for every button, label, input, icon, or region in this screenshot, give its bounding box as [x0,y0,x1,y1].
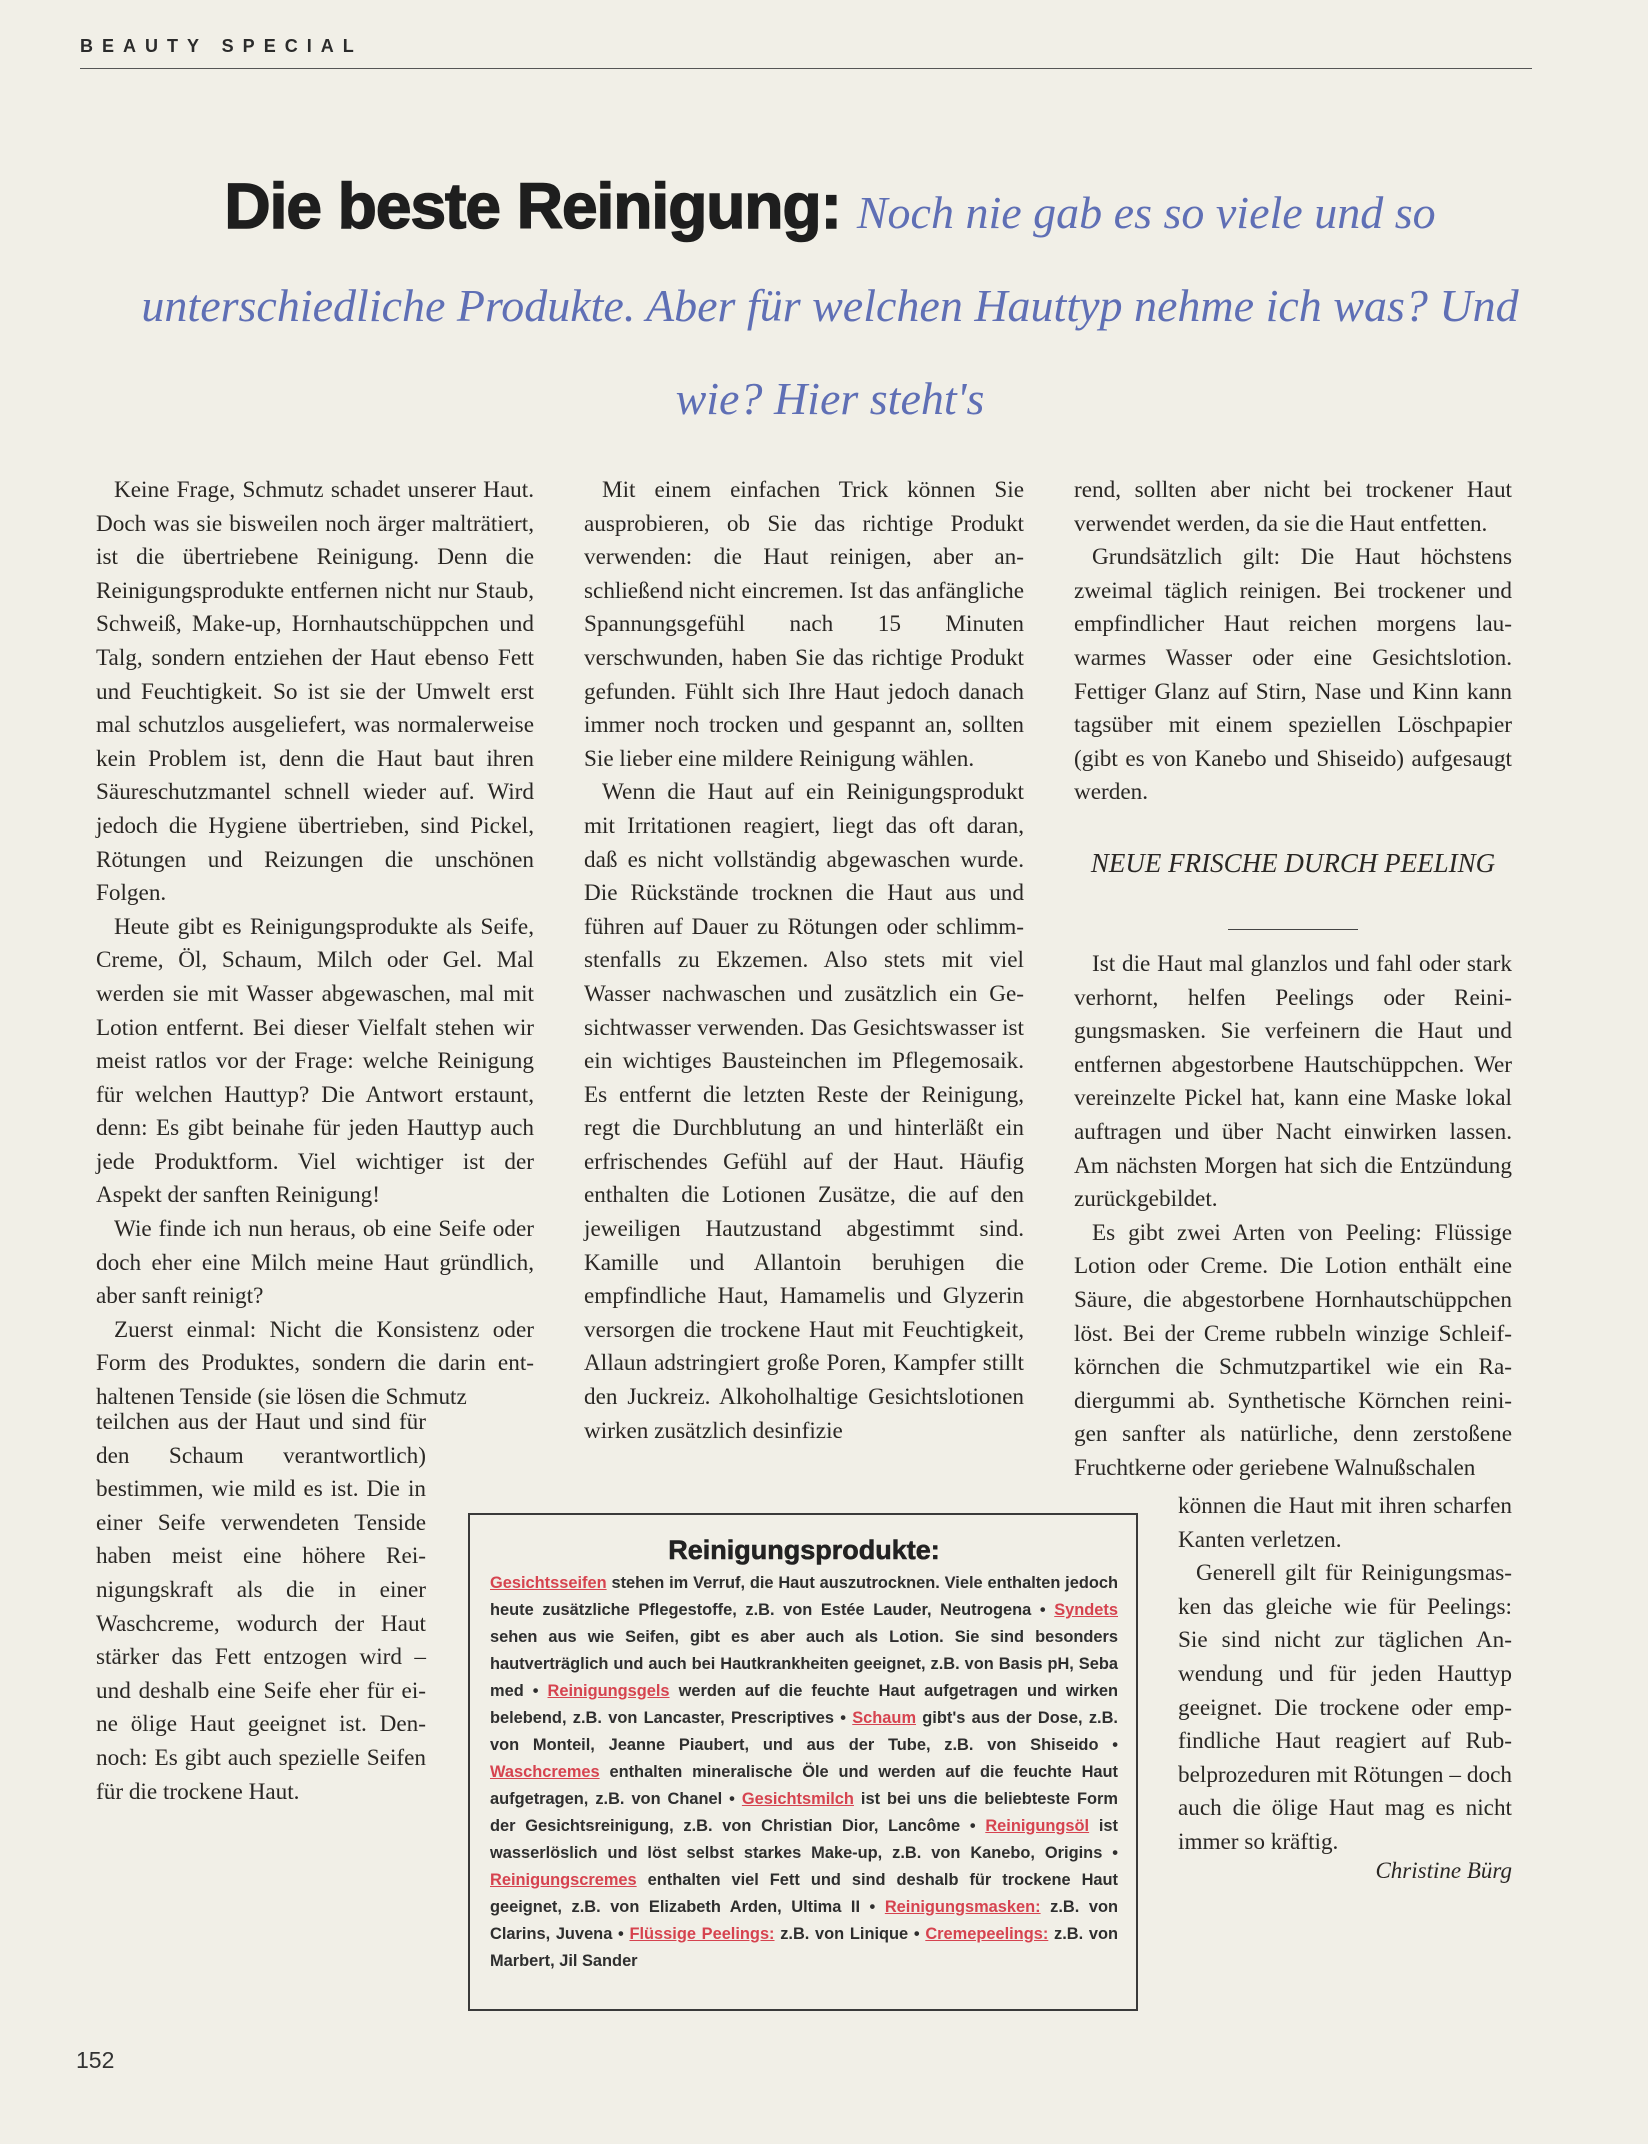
paragraph: Keine Frage, Schmutz schadet unserer Haut. Doch was sie bisweilen noch ärger malträtiert, ist die übertriebene Reinigung. Denn die Reinigungsprodukte entfernen nicht nur Staub, Schweiß, Make-up, Hornhautschüppchen und Talg, sondern entziehen der Haut ebenso Fett und Feuchtigkeit. So ist sie der Umwelt erst mal schutzlos ausgeliefert, was normalerweise kein Problem ist, denn die Haut baut ihren Säureschutzmantel schnell wieder auf. Wird jedoch die Hygiene übertrieben, sind Pickel, Rötungen und Reizungen die unschönen Folgen. [96,477,534,907]
sidebar-term-description: z.B. von Marbert, Jil Sander [490,1925,1118,1970]
paragraph: Heute gibt es Reinigungsprodukte als Seife, Creme, Öl, Schaum, Milch oder Gel. Mal werden sie mit Wasser abgewaschen, mal mit Lotion entfernt. Bei dieser Vielfalt stehen wir meist ratlos vor der Frage: welche Reinigung für welchen Hauttyp? Die Antwort erstaunt, denn: Es gibt beinahe für jeden Hauttyp auch jede Produktform. Viel wichtiger ist der Aspekt der sanften Reinigung! [96,913,534,1209]
paragraph: Wenn die Haut auf ein Reinigungsprodukt mit Irritationen reagiert, liegt das oft daran, daß es nicht vollständig abgewaschen wurde. Die Rückstände trocknen die Haut aus und führen auf Dauer zu Rötungen oder schlimmstenfalls zu Ekzemen. Also stets mit viel Wasser nachwaschen und zusätzlich ein Gesichtwasser verwenden. Das Gesichtswasser ist ein wichtiges Bausteinchen im Pflegemosaik. Es entfernt die letzten Reste der Reinigung, regt die Durchblutung an und hinterläßt ein erfrischendes Gefühl auf der Haut. Häufig enthalten die Lotionen Zusätze, die auf den jeweiligen Hautzustand abgestimmt sind. Kamille und Allantoin beruhigen die empfindliche Haut, Hamamelis und Glyzerin versorgen die trockene Haut mit Feuchtigkeit, Allaun adstringiert große Poren, Kampfer stillt den Juckreiz. Alkoholhaltige Gesichtslotionen wirken zusätzlich desinfizie [584,779,1024,1444]
bullet-separator: • [1098,1736,1118,1754]
sidebar-term-description: ist wasserlöslich und löst selbst starkes Make-up, z.B. von Kanebo, Origins [490,1817,1118,1862]
sidebar-term-description: gibt's aus der Dose, z.B. von Monteil, Jeanne Piaubert, und aus der Tube, z.B. von Shiseido [490,1709,1118,1754]
sidebar-body [490,1570,1118,1975]
sidebar-term: Cremepeelings: [925,1925,1049,1943]
author-signature: Christine Bürg [1375,1858,1512,1883]
bullet-separator: • [908,1925,926,1943]
paragraph: Wie finde ich nun heraus, ob eine Seife oder doch eher eine Milch meine Haut gründlich, aber sanft reinigt? [96,1216,534,1310]
bullet-separator: • [1031,1601,1055,1619]
bullet-separator: • [523,1682,548,1700]
section-label: BEAUTY SPECIAL [80,36,363,56]
article-column-1 [96,474,534,1415]
bullet-separator: • [833,1709,853,1727]
sidebar-term: Gesichtsmilch [741,1790,854,1808]
page-number: 152 [76,2047,115,2073]
paragraph: können die Haut mit ihren scharfen Kanten verletzen. [1178,1493,1512,1553]
header-rule [80,68,1532,69]
article-column-3-peeling [1074,948,1512,1486]
sidebar-term-description: stehen im Verruf, die Haut auszutrocknen. Viele enthalten jedoch heute zusätzliche Pflegestoffe, z.B. von Estée Lauder, Neutrogena [490,1574,1118,1619]
paragraph: Ist die Haut mal glanzlos und fahl oder stark verhornt, helfen Peelings oder Reinigungsmasken. Sie verfeinern die Haut und entfernen abgestorbene Hautschüppchen. Wer vereinzelte Pickel hat, kann eine Maske lokal auftragen und über Nacht einwirken lassen. Am nächsten Morgen hat sich die Entzündung zurückgebildet. [1074,951,1512,1213]
bullet-separator: • [860,1898,885,1916]
sidebar-term: Reinigungsmasken: [884,1898,1041,1916]
article-column-3-continued [1178,1490,1512,1860]
sidebar-box [468,1513,1138,2011]
sidebar-term: Schaum [852,1709,917,1727]
sidebar-term-description: werden auf die feuchte Haut aufgetragen und wirken belebend, z.B. von Lancaster, Prescriptives [490,1682,1118,1727]
article-column-1-continued [96,1406,426,1809]
sidebar-term: Flüssige Peelings: [629,1925,775,1943]
subheading-rule [1228,929,1358,930]
sidebar-term: Reinigungsöl [985,1817,1090,1835]
article-column-2 [584,474,1024,1448]
sidebar-term: Reinigungscremes [490,1871,637,1889]
headline-title: Die beste Reinigung: [224,170,841,242]
subheading: NEUE FRISCHE DURCH PEELING [1090,848,1496,878]
paragraph: Es gibt zwei Arten von Peeling: Flüssige Lotion oder Creme. Die Lotion enthält eine Säure, die abgestorbene Hornhautschüppchen löst. Bei der Creme rubbeln winzige Schleifkörnchen die Schmutzpartikel wie ein Radiergummi ab. Synthetische Körnchen reinigen sanfter als natürliche, denn zerstoßene Fruchtkerne oder geriebene Walnußschalen [1074,1219,1512,1481]
paragraph: Zuerst einmal: Nicht die Konsistenz oder Form des Produktes, sondern die darin enthaltenen Tenside (sie lösen die Schmutz [96,1316,534,1411]
sidebar-term-description: ist bei uns die beliebteste Form der Gesichtsreinigung, z.B. von Christian Dior, Lancôme [490,1790,1118,1835]
sidebar-term: Waschcremes [490,1763,600,1781]
paragraph: rend, sollten aber nicht bei trockener Haut verwendet werden, da sie die Haut entfetten. [1074,477,1512,537]
sidebar-term: Syndets [1054,1601,1118,1619]
bullet-separator: • [960,1817,986,1835]
paragraph: teilchen aus der Haut und sind für den Schaum verantwortlich) bestimmen, wie mild es ist. Die in einer Seife verwendeten Tenside haben meist eine höhere Reinigungskraft als die in einer Waschcreme, wodurch der Haut stärker das Fett entzogen wird – und deshalb eine Seife eher für eine ölige Haut geeignet ist. Dennoch: Es gibt auch spezielle Seifen für die trockene Haut. [96,1409,426,1805]
bullet-separator: • [1102,1844,1118,1862]
sidebar-term-description: z.B. von Clarins, Juvena [490,1898,1118,1943]
sidebar-term: Gesichtsseifen [490,1574,607,1592]
bullet-separator: • [612,1925,630,1943]
headline-deck: Noch nie gab es so viele und so unterschiedliche Produkte. Aber für welchen Hauttyp nehme ich was? Und wie? Hier steht's [141,187,1519,424]
headline [140,165,1520,451]
sidebar-term-description: enthalten mineralische Öle und werden auf die feuchte Haut aufgetragen, z.B. von Chanel [490,1763,1118,1808]
article-column-3 [1074,474,1512,810]
sidebar-title: Reinigungsprodukte: [668,1535,940,1565]
paragraph: Mit einem einfachen Trick können Sie ausprobieren, ob Sie das richtige Produkt verwenden: die Haut reinigen, aber anschließend nicht eincremen. Ist das anfängliche Spannungsgefühl nach 15 Minuten verschwunden, haben Sie das richtige Produkt gefunden. Fühlt sich Ihre Haut jedoch danach immer noch trocken und gespannt an, sollten Sie lieber eine mildere Reinigung wählen. [584,477,1024,772]
sidebar-term: Reinigungsgels [547,1682,670,1700]
paragraph: Generell gilt für Reinigungsmasken das gleiche wie für Peelings: Sie sind nicht zur täglichen Anwendung und für jeden Hauttyp geeignet. Die trockene oder empfindliche Haut reagiert auf Rubbelprozeduren mit Rötungen – doch auch die ölige Haut mag es nicht immer so kräftig. [1178,1560,1512,1855]
bullet-separator: • [722,1790,742,1808]
sidebar-term-description: sehen aus wie Seifen, gibt es aber auch als Lotion. Sie sind besonders hautverträglich und auch bei Hautkrankheiten geeignet, z.B. von Basis pH, Seba med [490,1628,1118,1700]
paragraph: Grundsätzlich gilt: Die Haut höchstens zweimal täglich reinigen. Bei trockener und empfindlicher Haut reichen morgens lauwarmes Wasser oder eine Gesichtslotion. Fettiger Glanz auf Stirn, Nase und Kinn kann tagsüber mit einem speziellen Löschpapier (gibt es von Kanebo und Shiseido) aufgesaugt werden. [1074,544,1512,806]
sidebar-term-description: enthalten viel Fett und sind deshalb für trockene Haut geeignet, z.B. von Elizabeth Arden, Ultima II [490,1871,1118,1916]
sidebar-term-description: z.B. von Linique [774,1925,909,1943]
